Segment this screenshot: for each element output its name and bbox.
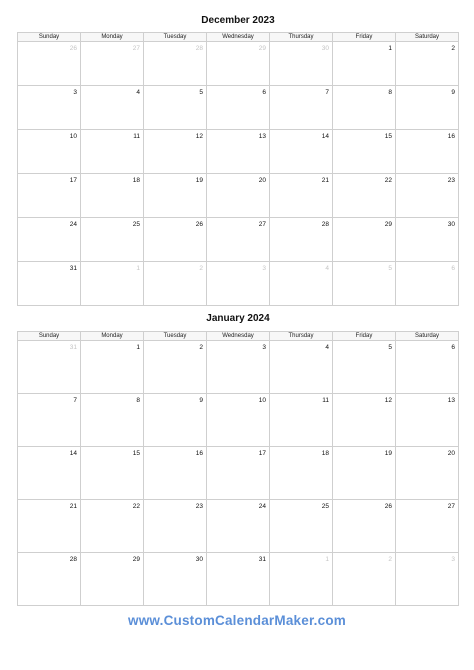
day-cell-other-month: 31 <box>18 341 81 394</box>
day-cell: 12 <box>333 394 396 447</box>
day-cell: 6 <box>396 341 459 394</box>
week-row <box>18 42 459 86</box>
day-cell: 15 <box>333 130 396 174</box>
day-cell: 20 <box>396 447 459 500</box>
day-cell: 28 <box>270 218 333 262</box>
calendar-grid <box>17 32 459 306</box>
day-cell: 8 <box>81 394 144 447</box>
day-cell: 30 <box>396 218 459 262</box>
day-cell: 10 <box>207 394 270 447</box>
day-cell: 26 <box>144 218 207 262</box>
weekday-header: Thursday <box>270 33 333 42</box>
day-cell: 27 <box>207 218 270 262</box>
weekday-header: Wednesday <box>207 332 270 341</box>
weekday-header: Monday <box>81 332 144 341</box>
weekday-header: Wednesday <box>207 33 270 42</box>
day-cell-other-month: 6 <box>396 262 459 306</box>
day-cell: 1 <box>81 341 144 394</box>
week-row <box>18 86 459 130</box>
day-cell-other-month: 30 <box>270 42 333 86</box>
day-cell: 16 <box>396 130 459 174</box>
day-cell: 30 <box>144 553 207 606</box>
day-cell: 31 <box>207 553 270 606</box>
day-cell: 22 <box>81 500 144 553</box>
footer-website-link[interactable]: www.CustomCalendarMaker.com <box>128 613 346 628</box>
day-cell-other-month: 1 <box>81 262 144 306</box>
day-cell: 16 <box>144 447 207 500</box>
day-cell-other-month: 2 <box>333 553 396 606</box>
day-cell: 25 <box>270 500 333 553</box>
day-cell-other-month: 27 <box>81 42 144 86</box>
day-cell-other-month: 4 <box>270 262 333 306</box>
day-cell: 18 <box>270 447 333 500</box>
day-cell: 13 <box>396 394 459 447</box>
day-cell: 2 <box>144 341 207 394</box>
month-title: January 2024 <box>206 313 270 324</box>
day-cell: 1 <box>333 42 396 86</box>
week-row <box>18 447 459 500</box>
week-row <box>18 130 459 174</box>
day-cell: 25 <box>81 218 144 262</box>
day-cell: 13 <box>207 130 270 174</box>
day-cell-other-month: 5 <box>333 262 396 306</box>
day-cell-other-month: 29 <box>207 42 270 86</box>
day-cell: 9 <box>396 86 459 130</box>
weekday-header-row <box>18 332 459 341</box>
day-cell: 10 <box>18 130 81 174</box>
day-cell: 24 <box>18 218 81 262</box>
weekday-header: Friday <box>333 33 396 42</box>
day-cell: 11 <box>81 130 144 174</box>
day-cell: 2 <box>396 42 459 86</box>
day-cell: 24 <box>207 500 270 553</box>
day-cell: 20 <box>207 174 270 218</box>
day-cell: 26 <box>333 500 396 553</box>
day-cell: 21 <box>18 500 81 553</box>
weekday-header: Saturday <box>396 332 459 341</box>
day-cell: 29 <box>333 218 396 262</box>
day-cell: 28 <box>18 553 81 606</box>
day-cell: 3 <box>207 341 270 394</box>
day-cell: 31 <box>18 262 81 306</box>
weekday-header: Sunday <box>18 332 81 341</box>
day-cell: 23 <box>396 174 459 218</box>
day-cell: 19 <box>333 447 396 500</box>
day-cell-other-month: 2 <box>144 262 207 306</box>
day-cell: 19 <box>144 174 207 218</box>
week-row <box>18 218 459 262</box>
day-cell: 8 <box>333 86 396 130</box>
day-cell: 22 <box>333 174 396 218</box>
day-cell: 27 <box>396 500 459 553</box>
day-cell: 15 <box>81 447 144 500</box>
day-cell: 3 <box>18 86 81 130</box>
month-title: December 2023 <box>201 15 275 26</box>
day-cell: 23 <box>144 500 207 553</box>
day-cell: 21 <box>270 174 333 218</box>
day-cell: 5 <box>333 341 396 394</box>
weekday-header: Sunday <box>18 33 81 42</box>
weekday-header: Tuesday <box>144 332 207 341</box>
weekday-header: Thursday <box>270 332 333 341</box>
weekday-header-row <box>18 33 459 42</box>
day-cell: 18 <box>81 174 144 218</box>
day-cell-other-month: 26 <box>18 42 81 86</box>
week-row <box>18 262 459 306</box>
week-row <box>18 500 459 553</box>
day-cell: 5 <box>144 86 207 130</box>
day-cell: 14 <box>270 130 333 174</box>
week-row <box>18 174 459 218</box>
weekday-header: Monday <box>81 33 144 42</box>
calendar-grid <box>17 331 459 606</box>
day-cell-other-month: 1 <box>270 553 333 606</box>
week-row <box>18 341 459 394</box>
day-cell-other-month: 3 <box>396 553 459 606</box>
day-cell: 17 <box>18 174 81 218</box>
day-cell: 7 <box>18 394 81 447</box>
day-cell-other-month: 28 <box>144 42 207 86</box>
day-cell-other-month: 3 <box>207 262 270 306</box>
week-row <box>18 553 459 606</box>
weekday-header: Tuesday <box>144 33 207 42</box>
day-cell: 17 <box>207 447 270 500</box>
day-cell: 4 <box>270 341 333 394</box>
weekday-header: Saturday <box>396 33 459 42</box>
day-cell: 11 <box>270 394 333 447</box>
day-cell: 14 <box>18 447 81 500</box>
day-cell: 9 <box>144 394 207 447</box>
day-cell: 6 <box>207 86 270 130</box>
day-cell: 29 <box>81 553 144 606</box>
week-row <box>18 394 459 447</box>
day-cell: 12 <box>144 130 207 174</box>
weekday-header: Friday <box>333 332 396 341</box>
day-cell: 4 <box>81 86 144 130</box>
day-cell: 7 <box>270 86 333 130</box>
